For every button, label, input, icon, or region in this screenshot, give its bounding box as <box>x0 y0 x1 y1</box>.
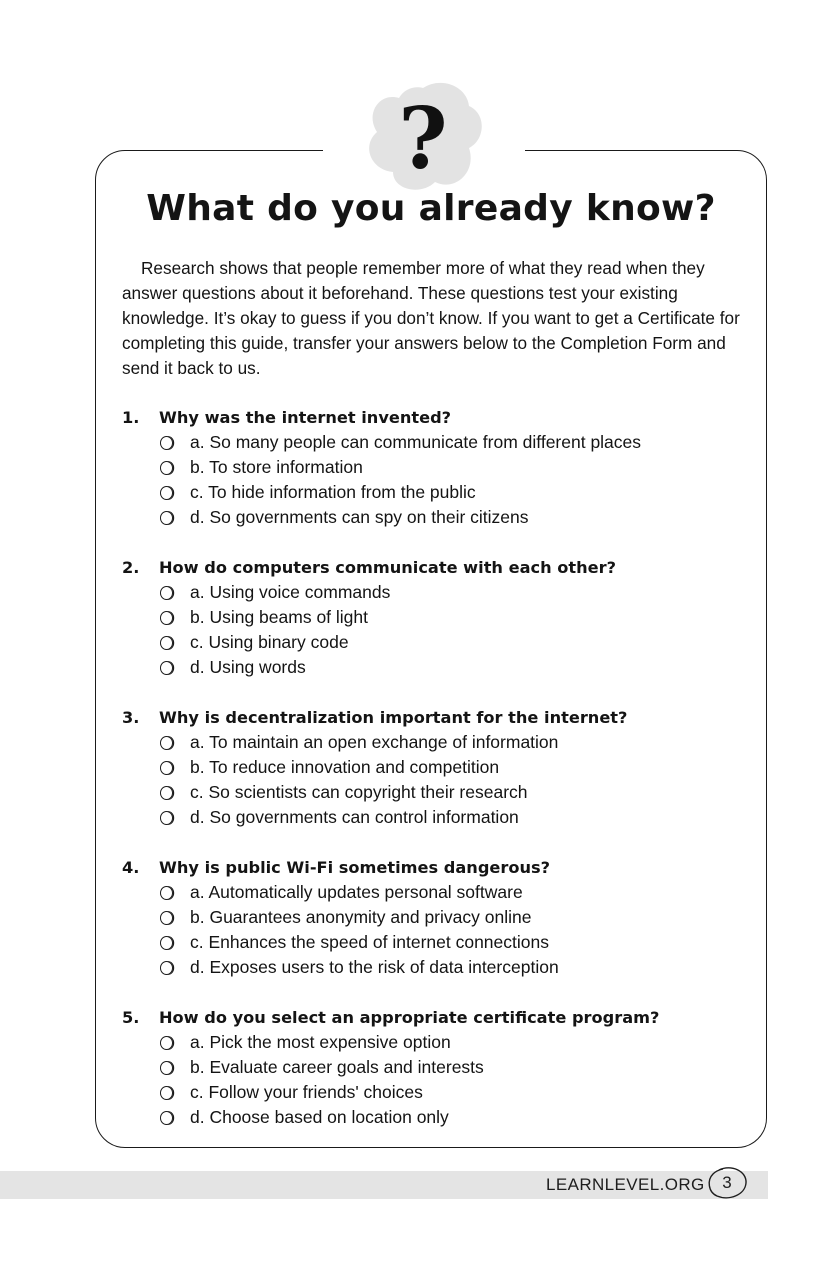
answer-option-label: a. Pick the most expensive option <box>190 1032 451 1052</box>
radio-circle-icon[interactable] <box>160 911 173 925</box>
answer-option[interactable] <box>122 1105 762 1130</box>
question-text: Why is public Wi-Fi sometimes dangerous? <box>159 858 551 877</box>
answer-option[interactable] <box>122 655 762 680</box>
radio-circle-icon[interactable] <box>160 486 173 500</box>
question-number: 3. <box>122 708 140 727</box>
answer-option[interactable] <box>122 1055 762 1080</box>
radio-circle-icon[interactable] <box>160 661 173 675</box>
answer-option[interactable] <box>122 505 762 530</box>
answer-option-label: a. Using voice commands <box>190 582 391 602</box>
question-heading <box>122 405 762 430</box>
radio-circle-icon[interactable] <box>160 611 173 625</box>
answer-option[interactable] <box>122 605 762 630</box>
radio-circle-icon[interactable] <box>160 1061 173 1075</box>
answer-option[interactable] <box>122 780 762 805</box>
answer-option-label: d. Using words <box>190 657 306 677</box>
question-text: How do you select an appropriate certificate program? <box>159 1008 660 1027</box>
answer-option-label: c. Follow your friends' choices <box>190 1082 423 1102</box>
answer-option-label: b. To store information <box>190 457 363 477</box>
radio-circle-icon[interactable] <box>160 461 173 475</box>
question-item <box>122 1005 762 1130</box>
question-number: 4. <box>122 858 140 877</box>
answer-option-label: d. So governments can control information <box>190 807 519 827</box>
answer-option[interactable] <box>122 805 762 830</box>
answer-option-label: c. Using binary code <box>190 632 349 652</box>
question-item <box>122 555 762 680</box>
answer-option-label: b. Using beams of light <box>190 607 369 627</box>
radio-circle-icon[interactable] <box>160 1086 173 1100</box>
question-number: 5. <box>122 1008 140 1027</box>
question-item <box>122 705 762 830</box>
intro-paragraph: Research shows that people remember more of what they read when they answer questions about it beforehand. These questions test your existing knowledge. It’s okay to guess if you don’t know. If you want to get a Certificate for completing this guide, transfer your answers below to the Completion Form and send it back to us. <box>122 258 740 378</box>
answer-option[interactable] <box>122 905 762 930</box>
answer-option-label: a. To maintain an open exchange of information <box>190 732 559 752</box>
answer-option[interactable] <box>122 755 762 780</box>
answer-option[interactable] <box>122 630 762 655</box>
answer-option-label: c. Enhances the speed of internet connections <box>190 932 549 952</box>
question-mark-icon: ? <box>398 89 448 188</box>
radio-circle-icon[interactable] <box>160 786 173 800</box>
question-number: 2. <box>122 558 140 577</box>
question-item <box>122 405 762 530</box>
radio-circle-icon[interactable] <box>160 636 173 650</box>
radio-circle-icon[interactable] <box>160 1111 173 1125</box>
answer-option[interactable] <box>122 1080 762 1105</box>
answer-option[interactable] <box>122 955 762 980</box>
question-heading <box>122 855 762 880</box>
page-number: 3 <box>722 1173 732 1192</box>
answer-option[interactable] <box>122 580 762 605</box>
answer-option[interactable] <box>122 430 762 455</box>
footer-site-url[interactable]: LEARNLEVEL.ORG <box>546 1175 705 1194</box>
radio-circle-icon[interactable] <box>160 936 173 950</box>
answer-option-label: d. Exposes users to the risk of data interception <box>190 957 559 977</box>
radio-circle-icon[interactable] <box>160 1036 173 1050</box>
question-heading <box>122 1005 762 1030</box>
answer-option[interactable] <box>122 1030 762 1055</box>
radio-circle-icon[interactable] <box>160 586 173 600</box>
question-item <box>122 855 762 980</box>
question-number: 1. <box>122 408 140 427</box>
page-number-badge <box>705 1165 749 1201</box>
answer-option-label: b. To reduce innovation and competition <box>190 757 500 777</box>
question-heading <box>122 555 762 580</box>
answer-option[interactable] <box>122 730 762 755</box>
answer-option[interactable] <box>122 480 762 505</box>
answer-option-label: b. Evaluate career goals and interests <box>190 1057 484 1077</box>
answer-option-label: d. So governments can spy on their citizens <box>190 507 529 527</box>
question-text: Why was the internet invented? <box>159 408 452 427</box>
radio-circle-icon[interactable] <box>160 436 173 450</box>
answer-option-label: a. So many people can communicate from different places <box>190 432 642 452</box>
page-title: What do you already know? <box>146 188 716 229</box>
radio-circle-icon[interactable] <box>160 811 173 825</box>
answer-option[interactable] <box>122 930 762 955</box>
question-text: How do computers communicate with each other? <box>159 558 616 577</box>
radio-circle-icon[interactable] <box>160 736 173 750</box>
answer-option[interactable] <box>122 880 762 905</box>
answer-option-label: b. Guarantees anonymity and privacy online <box>190 907 532 927</box>
question-list <box>122 405 762 1155</box>
answer-option-label: d. Choose based on location only <box>190 1107 449 1127</box>
radio-circle-icon[interactable] <box>160 886 173 900</box>
answer-option-label: c. To hide information from the public <box>190 482 476 502</box>
answer-option-label: c. So scientists can copyright their research <box>190 782 528 802</box>
question-badge <box>363 80 483 192</box>
radio-circle-icon[interactable] <box>160 511 173 525</box>
answer-option-label: a. Automatically updates personal software <box>190 882 523 902</box>
question-text: Why is decentralization important for the internet? <box>159 708 628 727</box>
answer-option[interactable] <box>122 455 762 480</box>
radio-circle-icon[interactable] <box>160 961 173 975</box>
question-heading <box>122 705 762 730</box>
radio-circle-icon[interactable] <box>160 761 173 775</box>
